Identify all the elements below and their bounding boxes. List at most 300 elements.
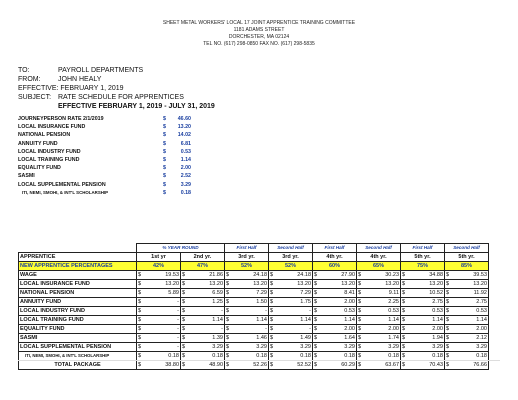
currency-sign: $ <box>402 308 406 314</box>
value-cell <box>137 289 181 298</box>
currency-sign: $ <box>358 335 362 341</box>
value-cell <box>401 280 445 289</box>
value-cell <box>401 334 445 343</box>
currency-sign: $ <box>314 326 318 332</box>
cell-value: - <box>221 308 223 314</box>
currency-sign: $ <box>182 290 186 296</box>
cell-value: 39.53 <box>473 272 487 278</box>
value-cell <box>357 307 401 316</box>
table-row <box>19 334 489 343</box>
cell-value: 52.26 <box>253 362 267 368</box>
cell-value: 13.20 <box>429 281 443 287</box>
cell-value: 1.75 <box>300 299 311 305</box>
percentages-label: NEW APPRENTICE PERCENTAGES <box>19 262 137 271</box>
rate-currency: $ <box>163 116 166 123</box>
percentage-cell: 42% <box>137 262 181 271</box>
cell-value: - <box>177 335 179 341</box>
cell-value: 0.18 <box>212 353 223 359</box>
group-header-half: First Half <box>225 244 269 253</box>
group-header-half: First Half <box>313 244 357 253</box>
currency-sign: $ <box>358 272 362 278</box>
value-cell <box>357 298 401 307</box>
currency-sign: $ <box>446 290 450 296</box>
cell-value: 38.80 <box>165 362 179 368</box>
percentage-cell: 60% <box>313 262 357 271</box>
currency-sign: $ <box>270 290 274 296</box>
currency-sign: $ <box>446 353 450 359</box>
row-label: WAGE <box>19 271 137 280</box>
rate-row <box>18 123 191 131</box>
rate-label: LOCAL INDUSTRY FUND <box>18 148 81 155</box>
group-header-year-round: % YEAR ROUND <box>137 244 225 253</box>
currency-sign: $ <box>138 353 142 359</box>
currency-sign: $ <box>314 272 318 278</box>
currency-sign: $ <box>314 308 318 314</box>
value-cell <box>357 361 401 370</box>
row-label: EQUALITY FUND <box>19 325 137 334</box>
cell-value: 2.75 <box>476 299 487 305</box>
value-cell <box>269 298 313 307</box>
cell-value: 24.18 <box>253 272 267 278</box>
letterhead-street: 1181 ADAMS STREET <box>233 27 285 33</box>
currency-sign: $ <box>226 272 230 278</box>
cell-value: 0.18 <box>256 353 267 359</box>
cell-value: 10.52 <box>429 290 443 296</box>
value-cell <box>357 325 401 334</box>
memo-to-value: PAYROLL DEPARTMENTS <box>58 67 144 74</box>
currency-sign: $ <box>270 353 274 359</box>
rate-currency: $ <box>163 148 166 155</box>
row-label: TOTAL PACKAGE <box>19 361 137 370</box>
cell-value: 0.18 <box>476 353 487 359</box>
currency-sign: $ <box>358 290 362 296</box>
rate-currency: $ <box>163 165 166 172</box>
cell-value: 2.00 <box>344 326 355 332</box>
rate-label: EQUALITY FUND <box>18 165 61 172</box>
row-label: LOCAL INSURANCE FUND <box>19 280 137 289</box>
value-cell <box>401 325 445 334</box>
value-cell <box>181 280 225 289</box>
value-cell <box>445 289 489 298</box>
cell-value: 7.29 <box>256 290 267 296</box>
cell-value: 1.14 <box>432 317 443 323</box>
value-cell <box>137 325 181 334</box>
cell-value: 8.41 <box>344 290 355 296</box>
cell-value: - <box>309 326 311 332</box>
group-header-half: Second Half <box>269 244 313 253</box>
cell-value: 2.25 <box>388 299 399 305</box>
currency-sign: $ <box>446 317 450 323</box>
cell-value: - <box>177 299 179 305</box>
value-cell <box>401 289 445 298</box>
value-cell <box>137 334 181 343</box>
value-cell <box>401 298 445 307</box>
value-cell <box>225 361 269 370</box>
currency-sign: $ <box>358 299 362 305</box>
cell-value: - <box>309 308 311 314</box>
table-row <box>19 280 489 289</box>
rate-value: 1.14 <box>180 157 191 164</box>
rate-row <box>18 115 191 123</box>
value-cell <box>445 271 489 280</box>
currency-sign: $ <box>314 299 318 305</box>
value-cell <box>313 361 357 370</box>
cell-value: 27.90 <box>341 272 355 278</box>
currency-sign: $ <box>314 362 318 368</box>
cell-value: 2.12 <box>476 335 487 341</box>
year-column-header: 5th yr. <box>445 253 489 262</box>
cell-value: - <box>177 344 179 350</box>
value-cell <box>225 280 269 289</box>
rate-row <box>18 148 191 156</box>
rate-value: 13.20 <box>177 124 191 131</box>
row-label: LOCAL INDUSTRY FUND <box>19 307 137 316</box>
year-column-header: 4th yr. <box>357 253 401 262</box>
journeyperson-rates-list <box>18 115 191 197</box>
cell-value: - <box>177 308 179 314</box>
percentage-cell: 75% <box>401 262 445 271</box>
currency-sign: $ <box>402 362 406 368</box>
currency-sign: $ <box>446 362 450 368</box>
row-label: LOCAL SUPPLEMENTAL PENSION <box>19 343 137 352</box>
memo-subject-label: SUBJECT: <box>18 94 52 101</box>
value-cell <box>357 280 401 289</box>
rate-value: 2.00 <box>180 165 191 172</box>
cell-value: 3.29 <box>212 344 223 350</box>
table-row <box>19 289 489 298</box>
rate-currency: $ <box>163 189 166 196</box>
currency-sign: $ <box>402 335 406 341</box>
cell-value: 1.25 <box>212 299 223 305</box>
currency-sign: $ <box>358 308 362 314</box>
cell-value: 76.66 <box>473 362 487 368</box>
group-header-blank <box>19 244 137 253</box>
value-cell <box>313 298 357 307</box>
cell-value: 1.14 <box>344 317 355 323</box>
currency-sign: $ <box>226 326 230 332</box>
row-label: LOCAL TRAINING FUND <box>19 316 137 325</box>
rate-value: 0.53 <box>180 148 191 155</box>
group-header-half: Second Half <box>357 244 401 253</box>
rate-currency: $ <box>163 140 166 147</box>
currency-sign: $ <box>182 362 186 368</box>
currency-sign: $ <box>226 353 230 359</box>
value-cell <box>357 271 401 280</box>
rate-value: 46.60 <box>177 116 191 123</box>
value-cell <box>269 334 313 343</box>
percentages-row <box>19 262 489 271</box>
memo-effective-value: FEBRUARY 1, 2019 <box>60 85 124 92</box>
currency-sign: $ <box>358 353 362 359</box>
currency-sign: $ <box>138 272 142 278</box>
letterhead-phone: TEL NO. (617) 298-0850 FAX NO. (617) 298-5835 <box>203 41 315 47</box>
value-cell <box>401 361 445 370</box>
rate-label: SASMI <box>18 173 35 180</box>
currency-sign: $ <box>402 353 406 359</box>
cell-value: 2.00 <box>432 326 443 332</box>
value-cell <box>181 316 225 325</box>
currency-sign: $ <box>446 299 450 305</box>
memo-effective-range: EFFECTIVE FEBRUARY 1, 2019 - JULY 31, 2019 <box>58 103 215 110</box>
value-cell <box>137 280 181 289</box>
group-header-half: Second Half <box>445 244 489 253</box>
value-cell <box>269 343 313 352</box>
cell-value: - <box>177 326 179 332</box>
currency-sign: $ <box>138 317 142 323</box>
currency-sign: $ <box>138 308 142 314</box>
currency-sign: $ <box>402 299 406 305</box>
year-column-header: 2nd yr. <box>181 253 225 262</box>
table-row <box>19 271 489 280</box>
table-row <box>19 298 489 307</box>
rate-currency: $ <box>163 157 166 164</box>
cell-value: 1.14 <box>256 317 267 323</box>
cell-value: - <box>177 317 179 323</box>
currency-sign: $ <box>402 344 406 350</box>
currency-sign: $ <box>182 326 186 332</box>
cell-value: 1.14 <box>300 317 311 323</box>
cell-value: 1.74 <box>388 335 399 341</box>
currency-sign: $ <box>314 353 318 359</box>
rate-row <box>18 181 191 189</box>
cell-value: 0.18 <box>432 353 443 359</box>
cell-value: 0.18 <box>168 353 179 359</box>
currency-sign: $ <box>314 344 318 350</box>
memo-subject-value: RATE SCHEDULE FOR APPRENTICES <box>58 94 184 101</box>
cell-value: 0.53 <box>388 308 399 314</box>
value-cell <box>313 280 357 289</box>
currency-sign: $ <box>182 308 186 314</box>
currency-sign: $ <box>358 326 362 332</box>
memo-from-value: JOHN HEALY <box>58 76 102 83</box>
value-cell <box>137 343 181 352</box>
currency-sign: $ <box>226 281 230 287</box>
page-divider <box>18 360 500 361</box>
value-cell <box>137 298 181 307</box>
currency-sign: $ <box>314 281 318 287</box>
percentage-cell: 47% <box>181 262 225 271</box>
currency-sign: $ <box>226 317 230 323</box>
value-cell <box>357 343 401 352</box>
currency-sign: $ <box>270 281 274 287</box>
value-cell <box>269 325 313 334</box>
value-cell <box>445 343 489 352</box>
currency-sign: $ <box>182 281 186 287</box>
currency-sign: $ <box>402 290 406 296</box>
value-cell <box>401 343 445 352</box>
currency-sign: $ <box>446 281 450 287</box>
value-cell <box>181 298 225 307</box>
value-cell <box>445 334 489 343</box>
year-column-header: 5th yr. <box>401 253 445 262</box>
value-cell <box>225 325 269 334</box>
value-cell <box>181 271 225 280</box>
currency-sign: $ <box>182 344 186 350</box>
currency-sign: $ <box>226 362 230 368</box>
cell-value: 13.20 <box>297 281 311 287</box>
cell-value: 1.39 <box>212 335 223 341</box>
value-cell <box>137 361 181 370</box>
rate-value: 3.29 <box>180 181 191 188</box>
rate-label: LOCAL TRAINING FUND <box>18 157 80 164</box>
cell-value: 1.49 <box>300 335 311 341</box>
value-cell <box>445 307 489 316</box>
currency-sign: $ <box>270 299 274 305</box>
cell-value: - <box>221 326 223 332</box>
currency-sign: $ <box>270 344 274 350</box>
value-cell <box>269 361 313 370</box>
cell-value: 13.20 <box>385 281 399 287</box>
cell-value: 34.88 <box>429 272 443 278</box>
currency-sign: $ <box>226 335 230 341</box>
percentage-cell: 65% <box>357 262 401 271</box>
cell-value: 9.11 <box>388 290 399 296</box>
cell-value: 6.59 <box>212 290 223 296</box>
cell-value: 19.53 <box>165 272 179 278</box>
currency-sign: $ <box>402 272 406 278</box>
cell-value: 0.18 <box>300 353 311 359</box>
apprentice-rate-table <box>18 243 489 370</box>
value-cell <box>225 316 269 325</box>
value-cell <box>225 343 269 352</box>
cell-value: 1.14 <box>212 317 223 323</box>
row-label: SASMI <box>19 334 137 343</box>
value-cell <box>225 271 269 280</box>
letterhead-city: DORCHESTER, MA 02124 <box>228 34 290 40</box>
cell-value: 0.18 <box>344 353 355 359</box>
value-cell <box>445 280 489 289</box>
cell-value: 48.90 <box>209 362 223 368</box>
currency-sign: $ <box>314 290 318 296</box>
cell-value: 60.29 <box>341 362 355 368</box>
cell-value: 13.20 <box>209 281 223 287</box>
percentage-cell: 52% <box>225 262 269 271</box>
cell-value: 52.52 <box>297 362 311 368</box>
currency-sign: $ <box>138 344 142 350</box>
currency-sign: $ <box>446 326 450 332</box>
year-column-header: 4th yr. <box>313 253 357 262</box>
row-label: NATIONAL PENSION <box>19 289 137 298</box>
cell-value: 13.20 <box>341 281 355 287</box>
value-cell <box>137 271 181 280</box>
cell-value: 1.50 <box>256 299 267 305</box>
currency-sign: $ <box>226 308 230 314</box>
rate-currency: $ <box>163 173 166 180</box>
value-cell <box>401 316 445 325</box>
cell-value: 24.18 <box>297 272 311 278</box>
group-header-half: First Half <box>401 244 445 253</box>
currency-sign: $ <box>182 353 186 359</box>
cell-value: 1.46 <box>256 335 267 341</box>
value-cell <box>225 307 269 316</box>
year-column-header: 1st yr <box>137 253 181 262</box>
currency-sign: $ <box>270 308 274 314</box>
rate-row <box>18 164 191 172</box>
cell-value: 13.20 <box>165 281 179 287</box>
cell-value: 1.14 <box>388 317 399 323</box>
rate-label: ITI, NEMI, SMOHI, & INT'L SCHOLARSHIP <box>22 190 109 196</box>
rate-currency: $ <box>163 124 166 131</box>
currency-sign: $ <box>138 290 142 296</box>
value-cell <box>181 334 225 343</box>
cell-value: 2.75 <box>432 299 443 305</box>
letterhead-org: SHEET METAL WORKERS' LOCAL 17 JOINT APPRENTICE TRAINING COMMITTEE <box>162 20 356 26</box>
cell-value: 3.29 <box>256 344 267 350</box>
cell-value: 2.00 <box>476 326 487 332</box>
cell-value: 70.43 <box>429 362 443 368</box>
table-row <box>19 325 489 334</box>
row-label: ITI, NEMI, SMOHI, & INT'L SCHOLARSHIP <box>19 352 137 361</box>
letterhead <box>0 20 518 48</box>
currency-sign: $ <box>446 308 450 314</box>
cell-value: - <box>265 308 267 314</box>
memo-block <box>18 66 215 111</box>
value-cell <box>313 307 357 316</box>
currency-sign: $ <box>182 335 186 341</box>
value-cell <box>313 316 357 325</box>
rate-label: NATIONAL PENSION <box>18 132 71 139</box>
currency-sign: $ <box>182 272 186 278</box>
group-header-row <box>19 244 489 253</box>
cell-value: 2.00 <box>344 299 355 305</box>
rate-row <box>18 156 191 164</box>
value-cell <box>445 316 489 325</box>
cell-value: 3.29 <box>432 344 443 350</box>
value-cell <box>225 334 269 343</box>
rate-currency: $ <box>163 181 166 188</box>
table-row <box>19 361 489 370</box>
currency-sign: $ <box>270 362 274 368</box>
cell-value: 7.29 <box>300 290 311 296</box>
currency-sign: $ <box>226 299 230 305</box>
rate-label: JOURNEYPERSON RATE 2/1/2019 <box>18 116 104 123</box>
value-cell <box>401 307 445 316</box>
cell-value: 5.89 <box>168 290 179 296</box>
cell-value: 3.29 <box>344 344 355 350</box>
cell-value: 2.00 <box>388 326 399 332</box>
value-cell <box>401 271 445 280</box>
table-row <box>19 343 489 352</box>
cell-value: 0.53 <box>476 308 487 314</box>
value-cell <box>225 289 269 298</box>
value-cell <box>137 316 181 325</box>
currency-sign: $ <box>402 317 406 323</box>
row-label: ANNUITY FUND <box>19 298 137 307</box>
currency-sign: $ <box>446 344 450 350</box>
rate-row <box>18 131 191 139</box>
percentage-cell: 52% <box>269 262 313 271</box>
value-cell <box>445 325 489 334</box>
rate-label: LOCAL INSURANCE FUND <box>18 124 86 131</box>
value-cell <box>225 298 269 307</box>
currency-sign: $ <box>314 317 318 323</box>
cell-value: 3.29 <box>300 344 311 350</box>
cell-value: 13.20 <box>253 281 267 287</box>
cell-value: 3.29 <box>476 344 487 350</box>
currency-sign: $ <box>358 317 362 323</box>
currency-sign: $ <box>270 326 274 332</box>
value-cell <box>181 289 225 298</box>
value-cell <box>445 298 489 307</box>
cell-value: 0.53 <box>432 308 443 314</box>
percentage-cell: 85% <box>445 262 489 271</box>
rate-currency: $ <box>163 132 166 139</box>
currency-sign: $ <box>270 272 274 278</box>
value-cell <box>313 271 357 280</box>
rate-label: LOCAL SUPPLEMENTAL PENSION <box>18 181 106 188</box>
memo-to-label: TO: <box>18 67 30 74</box>
currency-sign: $ <box>226 290 230 296</box>
